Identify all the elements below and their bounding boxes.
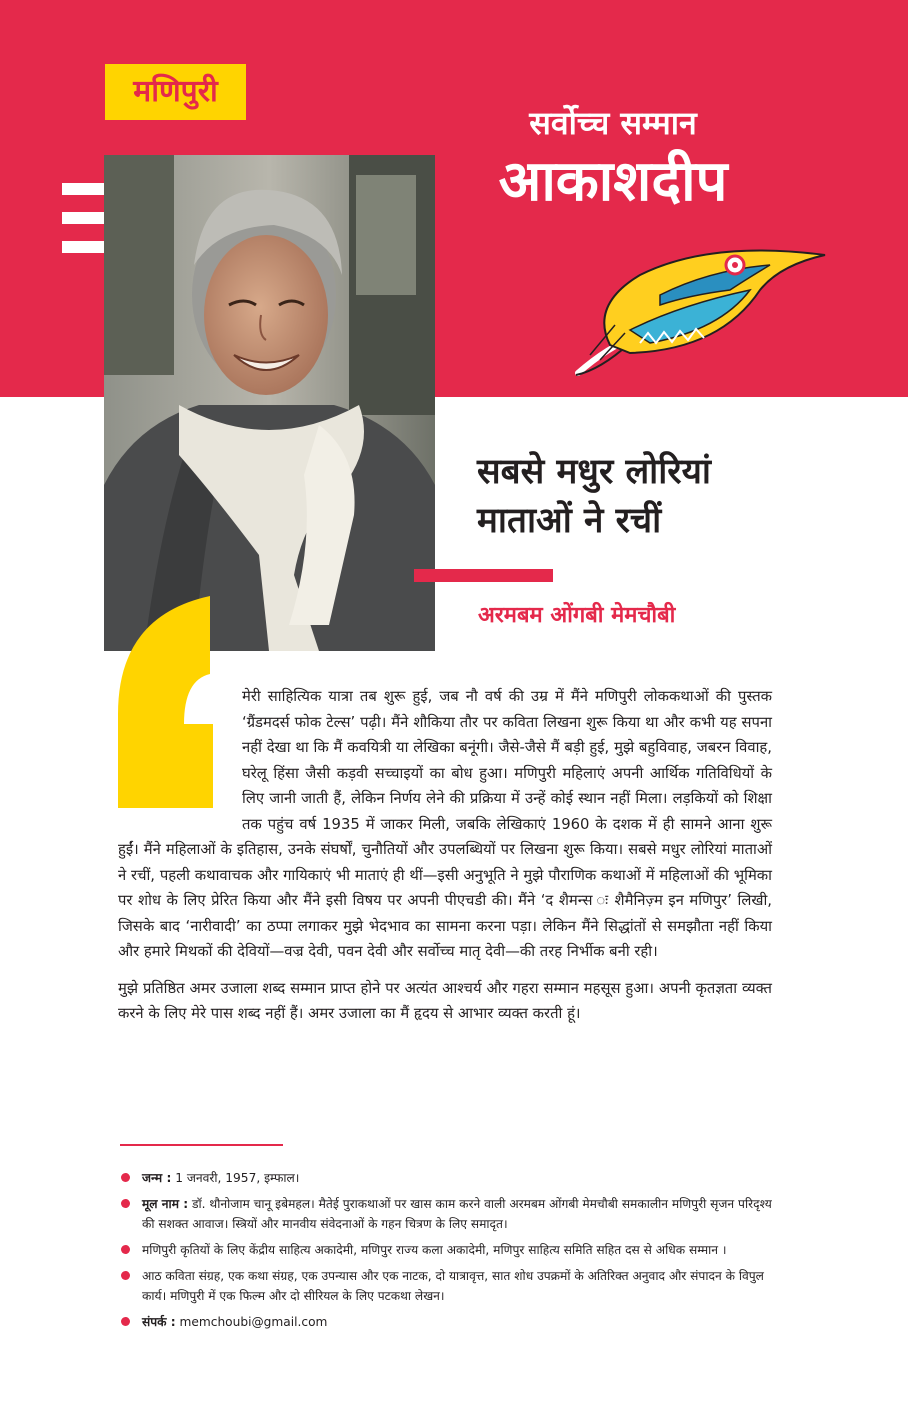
fact-works <box>118 1266 778 1306</box>
bullet-icon <box>121 1173 130 1182</box>
author-facts-list <box>118 1168 778 1338</box>
fact-contact-label: संपर्क : <box>142 1315 176 1329</box>
fact-works-text: आठ कविता संग्रह, एक कथा संग्रह, एक उपन्यास और एक नाटक, दो यात्रावृत्त, सात शोध उपक्रमों के अतिरिक्त अनुवाद और संपादन के विपुल कार्य। मणिपुरी में एक फिल्म और दो सीरियल के लिए पटकथा लेखन। <box>142 1269 764 1303</box>
headline-line-1: सबसे मधुर लोरियां <box>477 452 711 492</box>
fact-awards <box>118 1240 778 1260</box>
bullet-icon <box>121 1245 130 1254</box>
award-kicker: सर्वोच्च सम्मान <box>529 104 697 142</box>
fact-awards-text: मणिपुरी कृतियों के लिए केंद्रीय साहित्य अकादेमी, मणिपुर राज्य कला अकादेमी, मणिपुर साहित्य समिति सहित दस से अधिक सम्मान । <box>142 1243 727 1257</box>
fact-original-name-value: डॉ. थौनोजाम चानू इबेमहल। मैतेई पुराकथाओं पर खास काम करने वाली अरमबम ओंगबी मेमचौबी समकालीन मणिपुरी सृजन परिदृश्य की सशक्त आवाज। स्त्रियों और मानवीय संवेदनाओं के गहन चित्रण के लिए समादृत। <box>142 1197 772 1231</box>
language-tag <box>105 64 246 120</box>
bullet-icon <box>121 1271 130 1280</box>
article-body <box>118 684 772 1027</box>
fact-contact-value[interactable]: memchoubi@gmail.com <box>175 1315 328 1329</box>
article-paragraph-2: मुझे प्रतिष्ठित अमर उजाला शब्द सम्मान प्राप्त होने पर अत्यंत आश्चर्य और गहरा सम्मान महसूस हुआ। अपनी कृतज्ञता व्यक्त करने के लिए मेरे पास शब्द नहीं हैं। अमर उजाला का मैं हृदय से आभार व्यक्त करती हूं। <box>118 979 772 1022</box>
facts-divider <box>120 1144 283 1146</box>
fact-birth-value: 1 जनवरी, 1957, इम्फाल। <box>171 1171 300 1185</box>
fact-birth <box>118 1168 778 1188</box>
article-headline <box>477 448 877 546</box>
author-portrait <box>104 155 435 651</box>
feather-icon <box>570 235 830 385</box>
language-tag-label: मणिपुरी <box>133 74 218 109</box>
headline-line-2: माताओं ने रचीं <box>477 501 662 541</box>
author-byline: अरमबम ओंगबी मेमचौबी <box>478 603 676 628</box>
fact-original-name-label: मूल नाम : <box>142 1197 189 1211</box>
fact-contact <box>118 1312 778 1332</box>
fact-original-name <box>118 1194 778 1234</box>
bullet-icon <box>121 1317 130 1326</box>
headline-accent-bar <box>414 569 553 582</box>
award-name: आकाशदीप <box>498 149 728 214</box>
bullet-icon <box>121 1199 130 1208</box>
article-paragraph-1: मेरी साहित्यिक यात्रा तब शुरू हुई, जब नौ वर्ष की उम्र में मैंने मणिपुरी लोककथाओं की पुस्तक ‘ग्रैंडमदर्स फोक टेल्स’ पढ़ी। मैंने शौकिया तौर पर कविता लिखना शुरू किया था और कभी यह सपना नहीं देखा था कि मैं कवयित्री या लेखिका बनूंगी। जैसे-जैसे मैं बड़ी हुई, मुझे बहुविवाह, जबरन विवाह, घरेलू हिंसा जैसी कड़वी सच्चाइयों का बोध हुआ। मणिपुरी महिलाएं अपनी आर्थिक गतिविधियों के लिए जानी जाती हैं, लेकिन निर्णय लेने की प्रक्रिया में उन्हें कोई स्थान नहीं मिला। लड़कियों को शिक्षा तक पहुंच वर्ष 1935 में जाकर मिली, जबकि लेखिकाएं 1960 के दशक में ही सामने आना शुरू हुईं। मैंने महिलाओं के इतिहास, उनके संघर्षों, चुनौतियों और उपलब्धियों पर लिखना शुरू किया। सबसे मधुर लोरियां माताओं ने रचीं, पहली कथावाचक और गायिकाएं भी माताएं ही थीं—इसी अनुभूति ने मुझे पौराणिक कथाओं में महिलाओं की भूमिका पर शोध के लिए प्रेरित किया और मैंने इसी विषय पर अपनी पीएचडी की। मैंने ‘द शैमन्स ः शैमैनिज़्म इन मणिपुर’ लिखी, जिसके बाद ‘नारीवादी’ का ठप्पा लगाकर मुझे भेदभाव का सामना करना पड़ा। लेकिन मैंने सिद्धांतों से समझौता नहीं किया और हमारे मिथकों की देवियों—वज्र देवी, पवन देवी और सर्वोच्च मातृ देवी—की तरह निर्भीक बनी रही। <box>118 688 772 960</box>
fact-birth-label: जन्म : <box>142 1171 172 1185</box>
